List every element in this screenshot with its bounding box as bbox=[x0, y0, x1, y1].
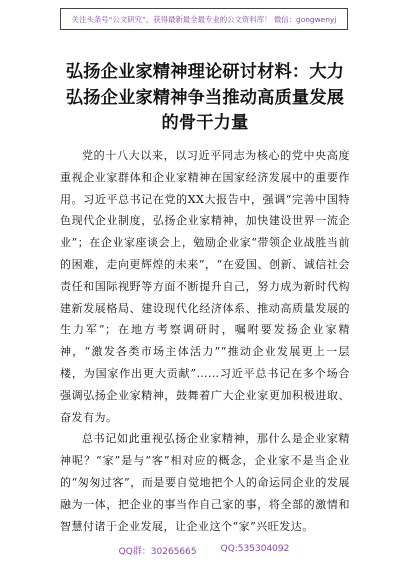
footer-contact bbox=[0, 544, 408, 557]
footer-qq: QQ:535304092 bbox=[220, 544, 290, 554]
body-paragraph: 总书记如此重视弘扬企业家精神，那什么是企业家精神呢？“家”是与“客”相对应的概念，企业家不是当企业的“匆匆过客”，而是要自觉地把个人的命运同企业的发展融为一体，把企业的事当作自己家的事，将全部的激情和智慧付诸于企业发展，让企业这个“家”兴旺发达。 bbox=[60, 432, 350, 533]
document-title: 弘扬企业家精神理论研讨材料：大力弘扬企业家精神争当推动高质量发展的骨干力量 bbox=[65, 62, 345, 133]
header-banner bbox=[60, 8, 348, 30]
footer-qq-group: QQ群：30265665 bbox=[118, 547, 197, 557]
document-body bbox=[60, 145, 350, 537]
body-paragraph: 党的十八大以来，以习近平同志为核心的党中央高度重视企业家群体和企业家精神在国家经济发展中的重要作用。习近平总书记在党的XX大报告中，强调“完善中国特色现代企业制度，弘扬企业家精神，加快建设世界一流企业”；在企业家座谈会上，勉励企业家“带领企业战胜当前的困难，走向更辉煌的未来”，“在爱国、创新、诚信社会责任和国际视野等方面不断提升自己，努力成为新时代构建新发展格局、建设现代化经济体系、推动高质量发展的生力军”；在地方考察调研时，嘱咐要发扬企业家精神，“激发各类市场主体活力”“推动企业发展更上一层楼，为国家作出更大贡献”……习近平总书记在多个场合强调弘扬企业家精神，鼓舞着广大企业家更加积极进取、奋发有为。 bbox=[60, 149, 350, 424]
banner-text: 关注头条号“公文研究”，获得最新最全最专业的公文资料库！ 微信：gongwenyj bbox=[71, 14, 337, 24]
